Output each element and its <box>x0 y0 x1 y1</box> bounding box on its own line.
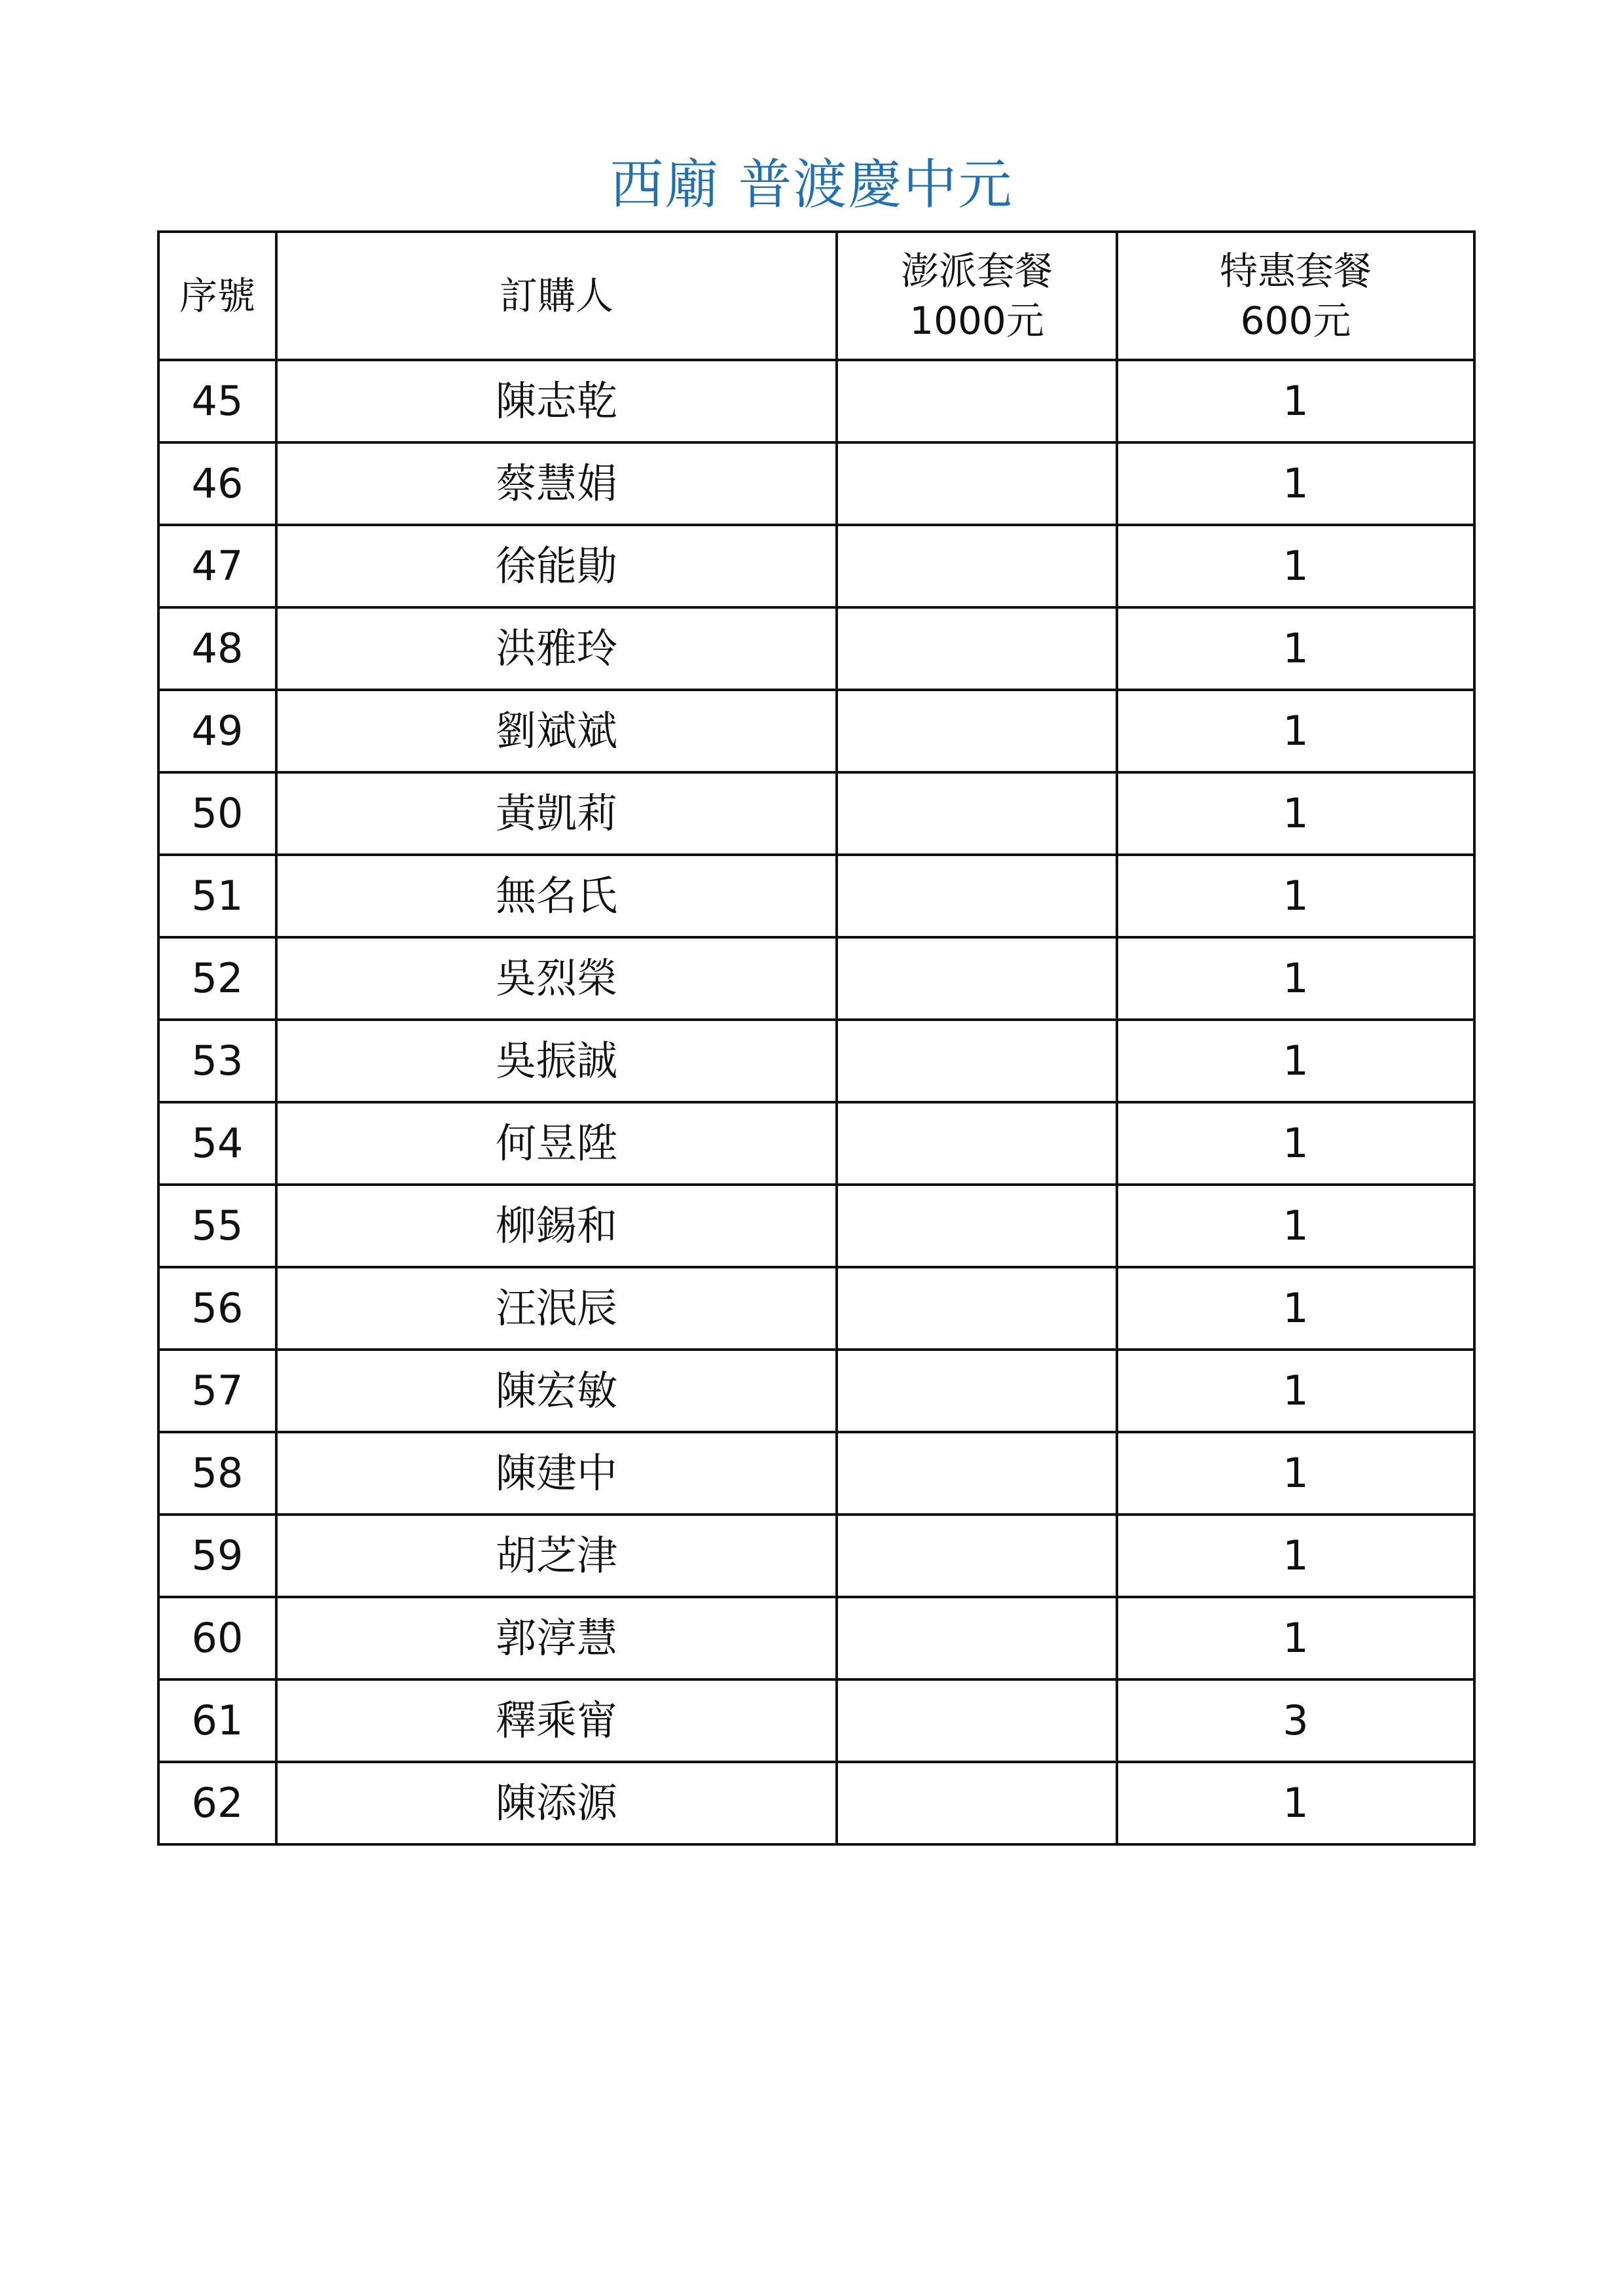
header-pengpai-set <box>837 232 1117 360</box>
page-title: 西廟 普渡慶中元 <box>610 154 1013 216</box>
table-row <box>158 1432 1474 1515</box>
cell-buyer: 陳志乾 <box>276 360 837 442</box>
cell-buyer: 劉斌斌 <box>276 690 837 772</box>
cell-buyer: 吳振誠 <box>276 1020 837 1102</box>
cell-special: 1 <box>1117 855 1474 937</box>
cell-pengpai <box>837 1350 1117 1432</box>
cell-pengpai <box>837 1102 1117 1185</box>
table-row <box>158 442 1474 525</box>
table-row <box>158 1102 1474 1185</box>
cell-special: 1 <box>1117 607 1474 690</box>
cell-seq: 48 <box>158 607 276 690</box>
cell-seq: 61 <box>158 1679 276 1762</box>
cell-seq: 51 <box>158 855 276 937</box>
cell-pengpai <box>837 607 1117 690</box>
cell-buyer: 柳錫和 <box>276 1185 837 1267</box>
cell-special: 1 <box>1117 690 1474 772</box>
cell-seq: 62 <box>158 1762 276 1844</box>
cell-special: 1 <box>1117 1102 1474 1185</box>
table-row <box>158 1515 1474 1597</box>
cell-buyer: 郭淳慧 <box>276 1597 837 1679</box>
table-row <box>158 607 1474 690</box>
cell-seq: 46 <box>158 442 276 525</box>
cell-seq: 60 <box>158 1597 276 1679</box>
cell-seq: 54 <box>158 1102 276 1185</box>
cell-pengpai <box>837 360 1117 442</box>
header-pengpai-price: 1000元 <box>909 298 1044 343</box>
table-row <box>158 1020 1474 1102</box>
table-row <box>158 1597 1474 1679</box>
cell-pengpai <box>837 442 1117 525</box>
cell-special: 1 <box>1117 1597 1474 1679</box>
cell-special: 1 <box>1117 1762 1474 1844</box>
cell-buyer: 蔡慧娟 <box>276 442 837 525</box>
cell-special: 1 <box>1117 1267 1474 1350</box>
table-header-row <box>158 232 1474 360</box>
cell-buyer: 洪雅玲 <box>276 607 837 690</box>
cell-special: 1 <box>1117 1515 1474 1597</box>
cell-pengpai <box>837 1597 1117 1679</box>
cell-buyer: 無名氏 <box>276 855 837 937</box>
cell-special: 1 <box>1117 525 1474 607</box>
cell-special: 1 <box>1117 772 1474 855</box>
cell-special: 3 <box>1117 1679 1474 1762</box>
table-row <box>158 1762 1474 1844</box>
cell-pengpai <box>837 525 1117 607</box>
cell-seq: 56 <box>158 1267 276 1350</box>
cell-pengpai <box>837 1020 1117 1102</box>
cell-special: 1 <box>1117 1432 1474 1515</box>
cell-buyer: 陳建中 <box>276 1432 837 1515</box>
cell-seq: 59 <box>158 1515 276 1597</box>
cell-buyer: 黃凱莉 <box>276 772 837 855</box>
cell-pengpai <box>837 772 1117 855</box>
cell-pengpai <box>837 1679 1117 1762</box>
cell-seq: 58 <box>158 1432 276 1515</box>
cell-pengpai <box>837 1432 1117 1515</box>
cell-pengpai <box>837 1762 1117 1844</box>
cell-buyer: 陳添源 <box>276 1762 837 1844</box>
table-row <box>158 1185 1474 1267</box>
table-row <box>158 1350 1474 1432</box>
table-row <box>158 360 1474 442</box>
order-table <box>157 230 1476 1846</box>
header-special-set <box>1117 232 1474 360</box>
cell-pengpai <box>837 855 1117 937</box>
cell-pengpai <box>837 1515 1117 1597</box>
table-row <box>158 1267 1474 1350</box>
cell-buyer: 汪泯辰 <box>276 1267 837 1350</box>
header-special-name: 特惠套餐 <box>1219 249 1372 293</box>
header-seq: 序號 <box>158 232 276 360</box>
cell-special: 1 <box>1117 1020 1474 1102</box>
cell-seq: 53 <box>158 1020 276 1102</box>
cell-special: 1 <box>1117 442 1474 525</box>
table-row <box>158 937 1474 1020</box>
cell-buyer: 徐能勛 <box>276 525 837 607</box>
table-row <box>158 772 1474 855</box>
cell-seq: 45 <box>158 360 276 442</box>
cell-special: 1 <box>1117 1350 1474 1432</box>
cell-seq: 47 <box>158 525 276 607</box>
cell-special: 1 <box>1117 1185 1474 1267</box>
table-row <box>158 855 1474 937</box>
cell-seq: 55 <box>158 1185 276 1267</box>
cell-buyer: 陳宏敏 <box>276 1350 837 1432</box>
cell-buyer: 吳烈榮 <box>276 937 837 1020</box>
cell-buyer: 何昱陞 <box>276 1102 837 1185</box>
table-row <box>158 1679 1474 1762</box>
cell-seq: 50 <box>158 772 276 855</box>
cell-seq: 49 <box>158 690 276 772</box>
cell-pengpai <box>837 937 1117 1020</box>
cell-buyer: 胡芝津 <box>276 1515 837 1597</box>
header-special-price: 600元 <box>1240 298 1351 343</box>
table-row <box>158 525 1474 607</box>
cell-special: 1 <box>1117 937 1474 1020</box>
table-row <box>158 690 1474 772</box>
cell-pengpai <box>837 1267 1117 1350</box>
cell-seq: 52 <box>158 937 276 1020</box>
header-pengpai-name: 澎派套餐 <box>900 249 1053 293</box>
cell-pengpai <box>837 1185 1117 1267</box>
cell-pengpai <box>837 690 1117 772</box>
cell-seq: 57 <box>158 1350 276 1432</box>
cell-special: 1 <box>1117 360 1474 442</box>
header-buyer: 訂購人 <box>276 232 837 360</box>
cell-buyer: 釋乘甯 <box>276 1679 837 1762</box>
